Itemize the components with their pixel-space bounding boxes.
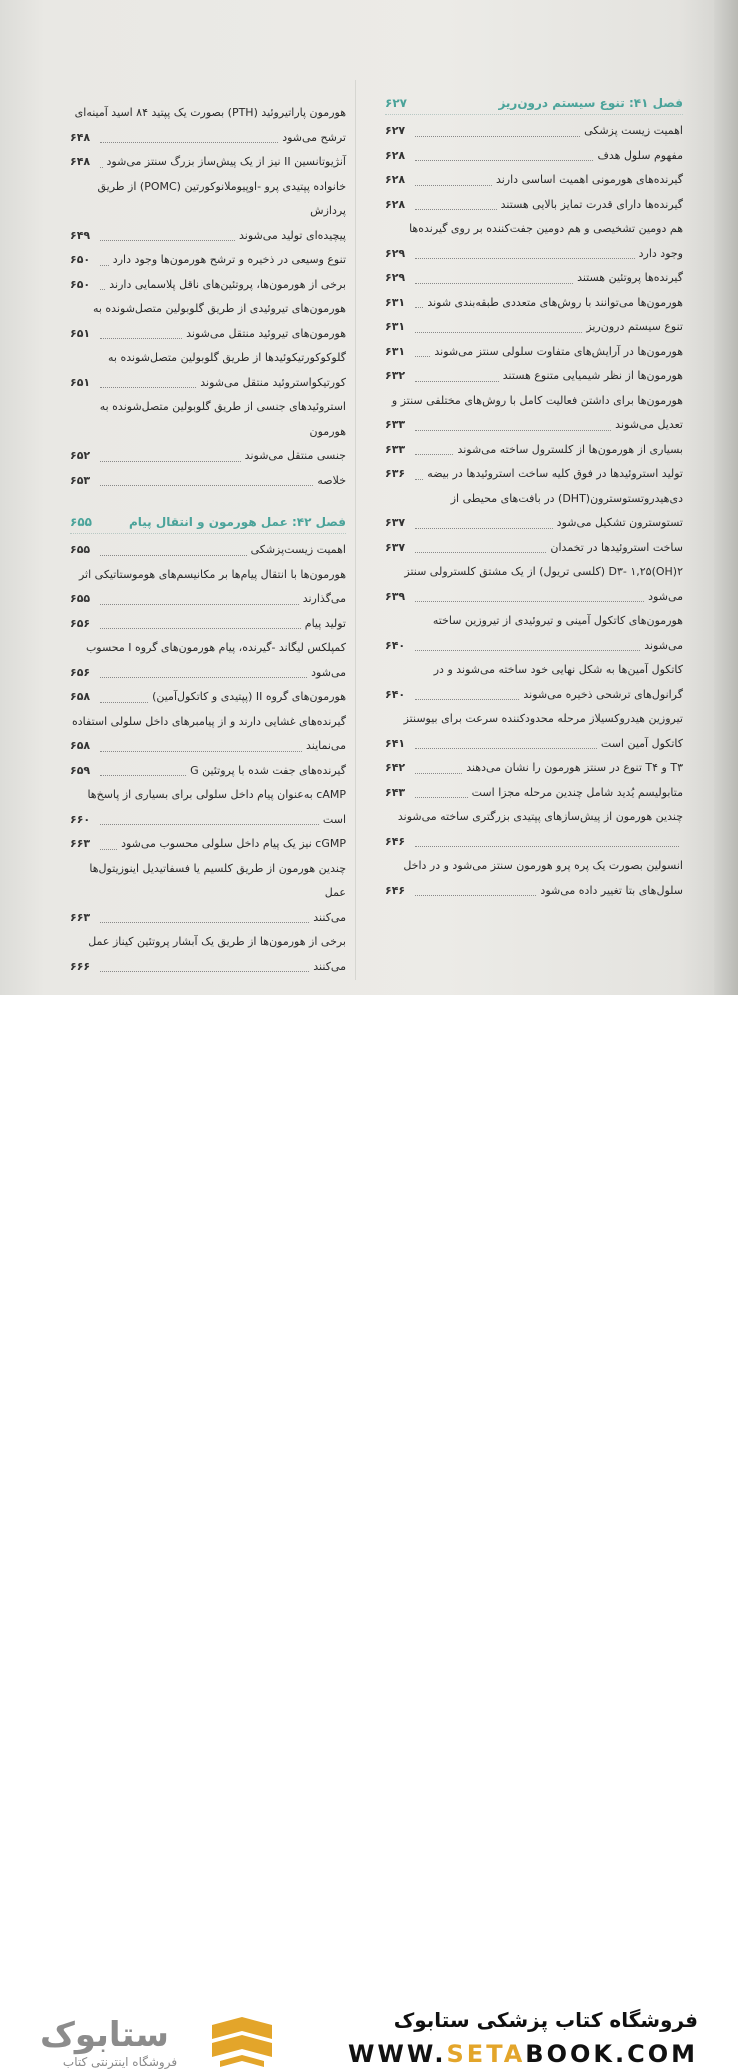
toc-page-number: ۶۶۳ xyxy=(70,910,91,924)
dot-leader xyxy=(415,462,423,480)
dot-leader xyxy=(415,242,634,260)
toc-entry[interactable] xyxy=(70,930,346,979)
toc-page-number: ۶۶۶ xyxy=(70,959,91,973)
toc-entry[interactable] xyxy=(70,248,346,273)
dot-leader xyxy=(100,224,235,242)
toc-page-number: ۶۵۵ xyxy=(70,543,91,556)
dot-leader xyxy=(100,273,105,291)
toc-entry[interactable] xyxy=(70,538,346,563)
dot-leader xyxy=(100,906,309,924)
toc-entry-text: دی‌هیدروتستوسترون(DHT) در بافت‌های محیطی از xyxy=(450,491,683,505)
toc-entry-text: گیرنده‌ها دارای قدرت تمایز بالایی هستند xyxy=(500,197,683,211)
toc-page-number: ۶۵۳ xyxy=(70,473,91,487)
toc-entry[interactable] xyxy=(385,266,683,291)
toc-page-number: ۶۴۱ xyxy=(385,736,406,750)
toc-entry[interactable] xyxy=(70,759,346,784)
toc-entry[interactable] xyxy=(70,297,346,346)
dot-leader xyxy=(415,119,580,137)
toc-page-number: ۶۳۷ xyxy=(385,540,406,554)
toc-entry[interactable] xyxy=(385,536,683,561)
toc-entry-text: مفهوم سلول هدف xyxy=(597,148,683,162)
toc-entry-text: cGMP نیز یک پیام داخل سلولی محسوب می‌شود xyxy=(121,837,346,850)
right-column xyxy=(385,92,683,903)
toc-entry-text: هورمون‌ها در آرایش‌های متفاوت سلولی سنتز می‌شوند xyxy=(434,344,683,358)
toc-entry[interactable] xyxy=(385,364,683,389)
dot-leader xyxy=(415,144,593,162)
dot-leader xyxy=(100,126,278,144)
toc-page-number: ۶۴۶ xyxy=(385,883,406,897)
toc-entry-text: cAMP به‌عنوان پیام داخل سلولی برای بسیاری از پاسخ‌ها xyxy=(87,788,346,801)
toc-list xyxy=(70,101,346,493)
toc-entry-text: ترشح می‌شود xyxy=(282,130,346,144)
toc-entry-text: آنژیوتانسین II نیز از یک پیش‌ساز بزرگ سنتز می‌شود xyxy=(106,155,346,168)
toc-page-number: ۶۴۰ xyxy=(385,638,406,652)
toc-entry-text: گلوکوکورتیکوئیدها از طریق گلوبولین متصل‌شونده به xyxy=(108,351,346,364)
dot-leader xyxy=(415,585,644,603)
toc-page-number: ۶۳۹ xyxy=(385,589,406,603)
dot-leader xyxy=(100,832,117,850)
dot-leader xyxy=(415,781,467,799)
toc-entry-text: کورتیکواستروئید منتقل می‌شوند xyxy=(200,375,346,389)
toc-entry-text: گیرنده‌ها پروتئین هستند xyxy=(577,271,683,284)
toc-entry-text: گیرنده‌های هورمونی اهمیت اساسی دارند xyxy=(495,173,683,186)
toc-entry-text: هورمون‌های گروه II (پپتیدی و کاتکول‌آمین) xyxy=(152,690,346,703)
toc-entry-text: می‌کنند xyxy=(313,959,346,973)
dot-leader xyxy=(415,879,536,897)
shop-title: فروشگاه کتاب پزشکی ستابوک xyxy=(393,2008,698,2032)
toc-page-number: ۶۵۸ xyxy=(70,690,91,703)
toc-entry[interactable] xyxy=(385,756,683,781)
dot-leader xyxy=(100,469,313,487)
toc-entry[interactable] xyxy=(385,119,683,144)
book-page xyxy=(0,0,738,995)
toc-page-number: ۶۳۳ xyxy=(385,418,406,431)
toc-entry[interactable] xyxy=(385,560,683,609)
toc-entry-text: هورمون‌های تیروئید منتقل می‌شوند xyxy=(186,326,346,340)
toc-entry-text: T۳ و T۴ تنوع در سنتز هورمون را نشان می‌دهند xyxy=(466,761,683,774)
toc-entry[interactable] xyxy=(70,832,346,857)
toc-entry-text: پیچیده‌ای تولید می‌شوند xyxy=(239,228,346,242)
toc-page-number: ۶۴۳ xyxy=(385,785,406,799)
toc-entry-text: می‌گذارند xyxy=(302,592,346,605)
toc-entry-text: گیرنده‌های غشایی دارند و از پیامبرهای داخل سلولی استفاده xyxy=(72,714,346,728)
toc-entry[interactable] xyxy=(385,315,683,340)
column-divider xyxy=(355,80,356,980)
dot-leader xyxy=(415,511,553,529)
dot-leader xyxy=(415,683,519,701)
toc-entry[interactable] xyxy=(385,781,683,806)
toc-entry-text: هورمون‌ها می‌توانند با روش‌های متعددی طبقه‌بندی شوند xyxy=(427,295,683,309)
toc-entry-text: خانواده پپتیدی پرو -اوپیوملانوکورتین (POMC) از طریق پردازش xyxy=(97,179,346,217)
toc-page-number: ۶۴۸ xyxy=(70,130,91,144)
toc-entry[interactable] xyxy=(385,805,683,854)
toc-entry-text: هورمون‌ها برای داشتن فعالیت کامل با روش‌های مختلفی سنتز و xyxy=(391,393,683,407)
toc-entry[interactable] xyxy=(70,710,346,759)
toc-entry-text: متابولیسم یُدید شامل چندین مرحله مجزا است xyxy=(471,785,683,799)
toc-entry[interactable] xyxy=(385,462,683,487)
left-column xyxy=(70,101,346,979)
dot-leader xyxy=(415,634,640,652)
toc-entry[interactable] xyxy=(70,150,346,175)
toc-entry-text: است xyxy=(322,812,346,826)
toc-entry-text: اهمیت زیست‌پزشکی xyxy=(250,543,346,556)
dot-leader xyxy=(100,371,196,389)
toc-list xyxy=(385,119,683,903)
toc-page-number: ۶۲۸ xyxy=(385,197,406,211)
toc-entry-text: تنوع وسیعی در ذخیره و ترشح هورمون‌ها وجود دارد xyxy=(112,253,346,266)
toc-list xyxy=(70,538,346,979)
toc-page-number: ۶۶۳ xyxy=(70,837,91,850)
toc-entry[interactable] xyxy=(385,854,683,903)
toc-entry-text: انسولین بصورت یک پره پرو هورمون سنتز می‌شود و در داخل xyxy=(403,859,683,872)
toc-page-number: ۶۵۱ xyxy=(70,375,91,389)
toc-entry-text: تولید استروئیدها در فوق کلیه ساخت استروئیدها در بیضه xyxy=(427,467,683,480)
url-highlight: SETA xyxy=(446,2040,526,2068)
shop-url[interactable] xyxy=(348,2040,698,2068)
book-spine xyxy=(714,0,738,995)
toc-entry[interactable] xyxy=(385,193,683,218)
toc-page-number: ۶۳۶ xyxy=(385,467,406,480)
toc-entry-text: گرانول‌های ترشحی ذخیره می‌شوند xyxy=(523,687,683,701)
toc-page-number: ۶۵۱ xyxy=(70,326,91,340)
dot-leader xyxy=(100,248,109,266)
toc-page-number: ۶۵۸ xyxy=(70,739,91,752)
toc-entry-text: تستوسترون تشکیل می‌شود xyxy=(556,516,683,529)
toc-page-number: ۶۶۰ xyxy=(70,812,91,826)
toc-entry-text: استروئیدهای جنسی از طریق گلوبولین متصل‌شونده به هورمون xyxy=(99,400,346,438)
toc-page-number: ۶۳۱ xyxy=(385,320,406,333)
toc-page-number: ۶۲۸ xyxy=(385,148,406,162)
dot-leader xyxy=(100,612,301,630)
logo-text: ستابوک xyxy=(40,2015,169,2055)
url-suffix: BOOK.COM xyxy=(525,2040,698,2068)
store-banner xyxy=(0,995,738,2069)
dot-leader xyxy=(415,193,497,211)
dot-leader xyxy=(415,291,423,309)
toc-page-number: ۶۲۷ xyxy=(385,124,406,137)
toc-entry-text: می‌شود xyxy=(311,665,346,679)
toc-page-number: ۶۲۹ xyxy=(385,271,406,284)
toc-entry[interactable] xyxy=(385,144,683,169)
toc-entry-text: هورمون‌ها از نظر شیمیایی متنوع هستند xyxy=(502,369,683,382)
toc-entry[interactable] xyxy=(385,217,683,266)
dot-leader xyxy=(100,150,102,168)
dot-leader xyxy=(415,536,546,554)
toc-page-number: ۶۵۶ xyxy=(70,665,91,679)
toc-entry[interactable] xyxy=(385,658,683,707)
dot-leader xyxy=(100,661,307,679)
toc-entry[interactable] xyxy=(70,563,346,612)
toc-entry-text: اهمیت زیست‌ پزشکی xyxy=(584,124,683,137)
toc-page-number: ۶۲۹ xyxy=(385,246,406,260)
toc-entry-text: هورمون‌های تیروئیدی از طریق گلوبولین متصل‌شونده به xyxy=(92,302,346,315)
toc-entry-text: برخی از هورمون‌ها از طریق یک آبشار پروتئین کیناز عمل xyxy=(88,935,346,948)
toc-entry-text: بسیاری از هورمون‌ها از کلسترول ساخته می‌شوند xyxy=(457,442,683,456)
toc-entry-text: تولید پیام xyxy=(304,616,346,630)
dot-leader xyxy=(100,955,309,973)
dot-leader xyxy=(100,444,241,462)
dot-leader xyxy=(415,315,582,333)
dot-leader xyxy=(415,756,462,774)
toc-page-number: ۶۴۸ xyxy=(70,155,91,168)
toc-page-number: ۶۵۰ xyxy=(70,277,91,291)
url-prefix: WWW. xyxy=(347,2040,447,2068)
toc-page-number: ۶۴۰ xyxy=(385,687,406,701)
toc-entry[interactable] xyxy=(385,340,683,365)
chapter-41-heading xyxy=(385,92,683,115)
dot-leader xyxy=(415,830,679,848)
toc-page-number: ۶۵۰ xyxy=(70,253,91,266)
toc-page-number: ۶۳۳ xyxy=(385,442,406,456)
toc-entry[interactable] xyxy=(70,783,346,832)
toc-entry[interactable] xyxy=(385,168,683,193)
dot-leader xyxy=(415,364,499,382)
dot-leader xyxy=(100,587,299,605)
toc-entry-text: هم دومین تشخیصی و هم دومین جفت‌کننده بر روی گیرنده‌ها xyxy=(409,222,683,235)
toc-entry-text: می‌شود xyxy=(648,589,683,603)
toc-entry[interactable] xyxy=(70,612,346,637)
toc-entry[interactable] xyxy=(70,395,346,469)
toc-page-number: ۶۴۹ xyxy=(70,228,91,242)
dot-leader xyxy=(415,732,597,750)
chevron-logo-icon xyxy=(212,2017,272,2067)
dot-leader xyxy=(415,168,492,186)
toc-page-number: ۶۵۹ xyxy=(70,763,91,777)
chapter-page: ۶۵۵ xyxy=(70,515,92,529)
toc-page-number: ۶۵۲ xyxy=(70,449,91,462)
dot-leader xyxy=(100,734,302,752)
toc-page-number: ۶۵۵ xyxy=(70,592,91,605)
logo-subtitle: فروشگاه اینترنتی کتاب xyxy=(62,2055,178,2069)
dot-leader xyxy=(100,759,186,777)
toc-entry-text: کمپلکس لیگاند -گیرنده، پیام هورمون‌های گروه I محسوب xyxy=(85,641,346,654)
chapter-42-heading xyxy=(70,511,346,534)
toc-entry[interactable] xyxy=(385,609,683,658)
toc-entry-text: چندین هورمون از پیش‌سازهای پپتیدی بزرگتری ساخته می‌شوند xyxy=(397,810,683,823)
toc-entry-text: هورمون‌ها با انتقال پیام‌ها بر مکانیسم‌های هوموستاتیکی اثر xyxy=(78,567,346,581)
toc-page-number: ۶۳۱ xyxy=(385,344,406,358)
toc-page-number: ۶۴۲ xyxy=(385,761,406,774)
toc-entry[interactable] xyxy=(385,707,683,756)
toc-entry[interactable] xyxy=(70,346,346,395)
toc-page-number: ۶۲۸ xyxy=(385,173,406,186)
toc-entry-text: تنوع سیستم درون‌ریز xyxy=(586,320,683,333)
chapter-page: ۶۲۷ xyxy=(385,96,407,110)
toc-entry-text: هورمون پاراتیروئید (PTH) بصورت یک پپتید ۸۴ اسید آمینه‌ای xyxy=(74,106,346,119)
toc-entry[interactable] xyxy=(70,636,346,685)
toc-entry-text: خلاصه xyxy=(317,473,346,487)
toc-entry-text: برخی از هورمون‌ها، پروتئین‌های ناقل پلاسمایی دارند xyxy=(109,277,346,291)
toc-entry-text: می‌شوند xyxy=(644,638,683,652)
toc-page-number: ۶۴۶ xyxy=(385,834,406,848)
dot-leader xyxy=(100,322,182,340)
toc-entry-text: گیرنده‌های جفت شده با پروتئین G xyxy=(190,763,346,777)
toc-entry[interactable] xyxy=(385,389,683,438)
dot-leader xyxy=(100,538,246,556)
toc-entry-text: می‌نمایند xyxy=(306,739,346,752)
toc-entry-text: سلول‌های بتا تغییر داده می‌شود xyxy=(540,883,683,897)
toc-entry-text: ساخت استروئیدها در تخمدان xyxy=(550,540,683,554)
chapter-title: فصل ۴۲: عمل هورمون و انتقال پیام xyxy=(128,515,346,529)
dot-leader xyxy=(415,340,430,358)
toc-entry-text: کاتکول آمین‌ها به شکل نهایی خود ساخته می‌شوند و در xyxy=(433,663,683,676)
toc-entry[interactable] xyxy=(70,101,346,150)
toc-entry-text: تیروزین هیدروکسیلاز مرحله محدودکننده سرعت برای بیوسنتز xyxy=(403,712,683,725)
toc-entry-text: تعدیل می‌شوند xyxy=(615,418,683,431)
chapter-title: فصل ۴۱: تنوع سیستم درون‌ریز xyxy=(498,96,683,110)
dot-leader xyxy=(100,685,148,703)
toc-entry-text: کاتکول آمین است xyxy=(600,736,683,750)
dot-leader xyxy=(415,438,453,456)
toc-page-number: ۶۳۲ xyxy=(385,369,406,382)
toc-entry[interactable] xyxy=(70,857,346,931)
toc-entry[interactable] xyxy=(70,175,346,249)
toc-entry-text: چندین هورمون از طریق کلسیم یا فسفاتیدیل اینوزیتول‌ها عمل xyxy=(89,861,346,899)
toc-entry-text: D۳- ۱,۲۵(OH)۲ (کلسی تریول) از یک مشتق کلسترولی سنتز xyxy=(404,565,683,578)
toc-entry[interactable] xyxy=(385,438,683,463)
toc-page-number: ۶۳۱ xyxy=(385,295,406,309)
toc-entry[interactable] xyxy=(385,291,683,316)
toc-entry-text: وجود دارد xyxy=(638,246,683,260)
dot-leader xyxy=(415,266,573,284)
toc-entry-text: می‌کنند xyxy=(313,910,346,924)
toc-entry-text: هورمون‌های کاتکول آمینی و تیروئیدی از تیروزین ساخته xyxy=(432,614,683,627)
toc-entry[interactable] xyxy=(70,469,346,494)
dot-leader xyxy=(100,808,319,826)
toc-entry[interactable] xyxy=(70,273,346,298)
toc-page-number: ۶۵۶ xyxy=(70,616,91,630)
toc-page-number: ۶۳۷ xyxy=(385,516,406,529)
toc-entry[interactable] xyxy=(70,685,346,710)
dot-leader xyxy=(415,413,611,431)
toc-entry-text: جنسی منتقل می‌شوند xyxy=(244,449,346,462)
toc-entry[interactable] xyxy=(385,487,683,536)
